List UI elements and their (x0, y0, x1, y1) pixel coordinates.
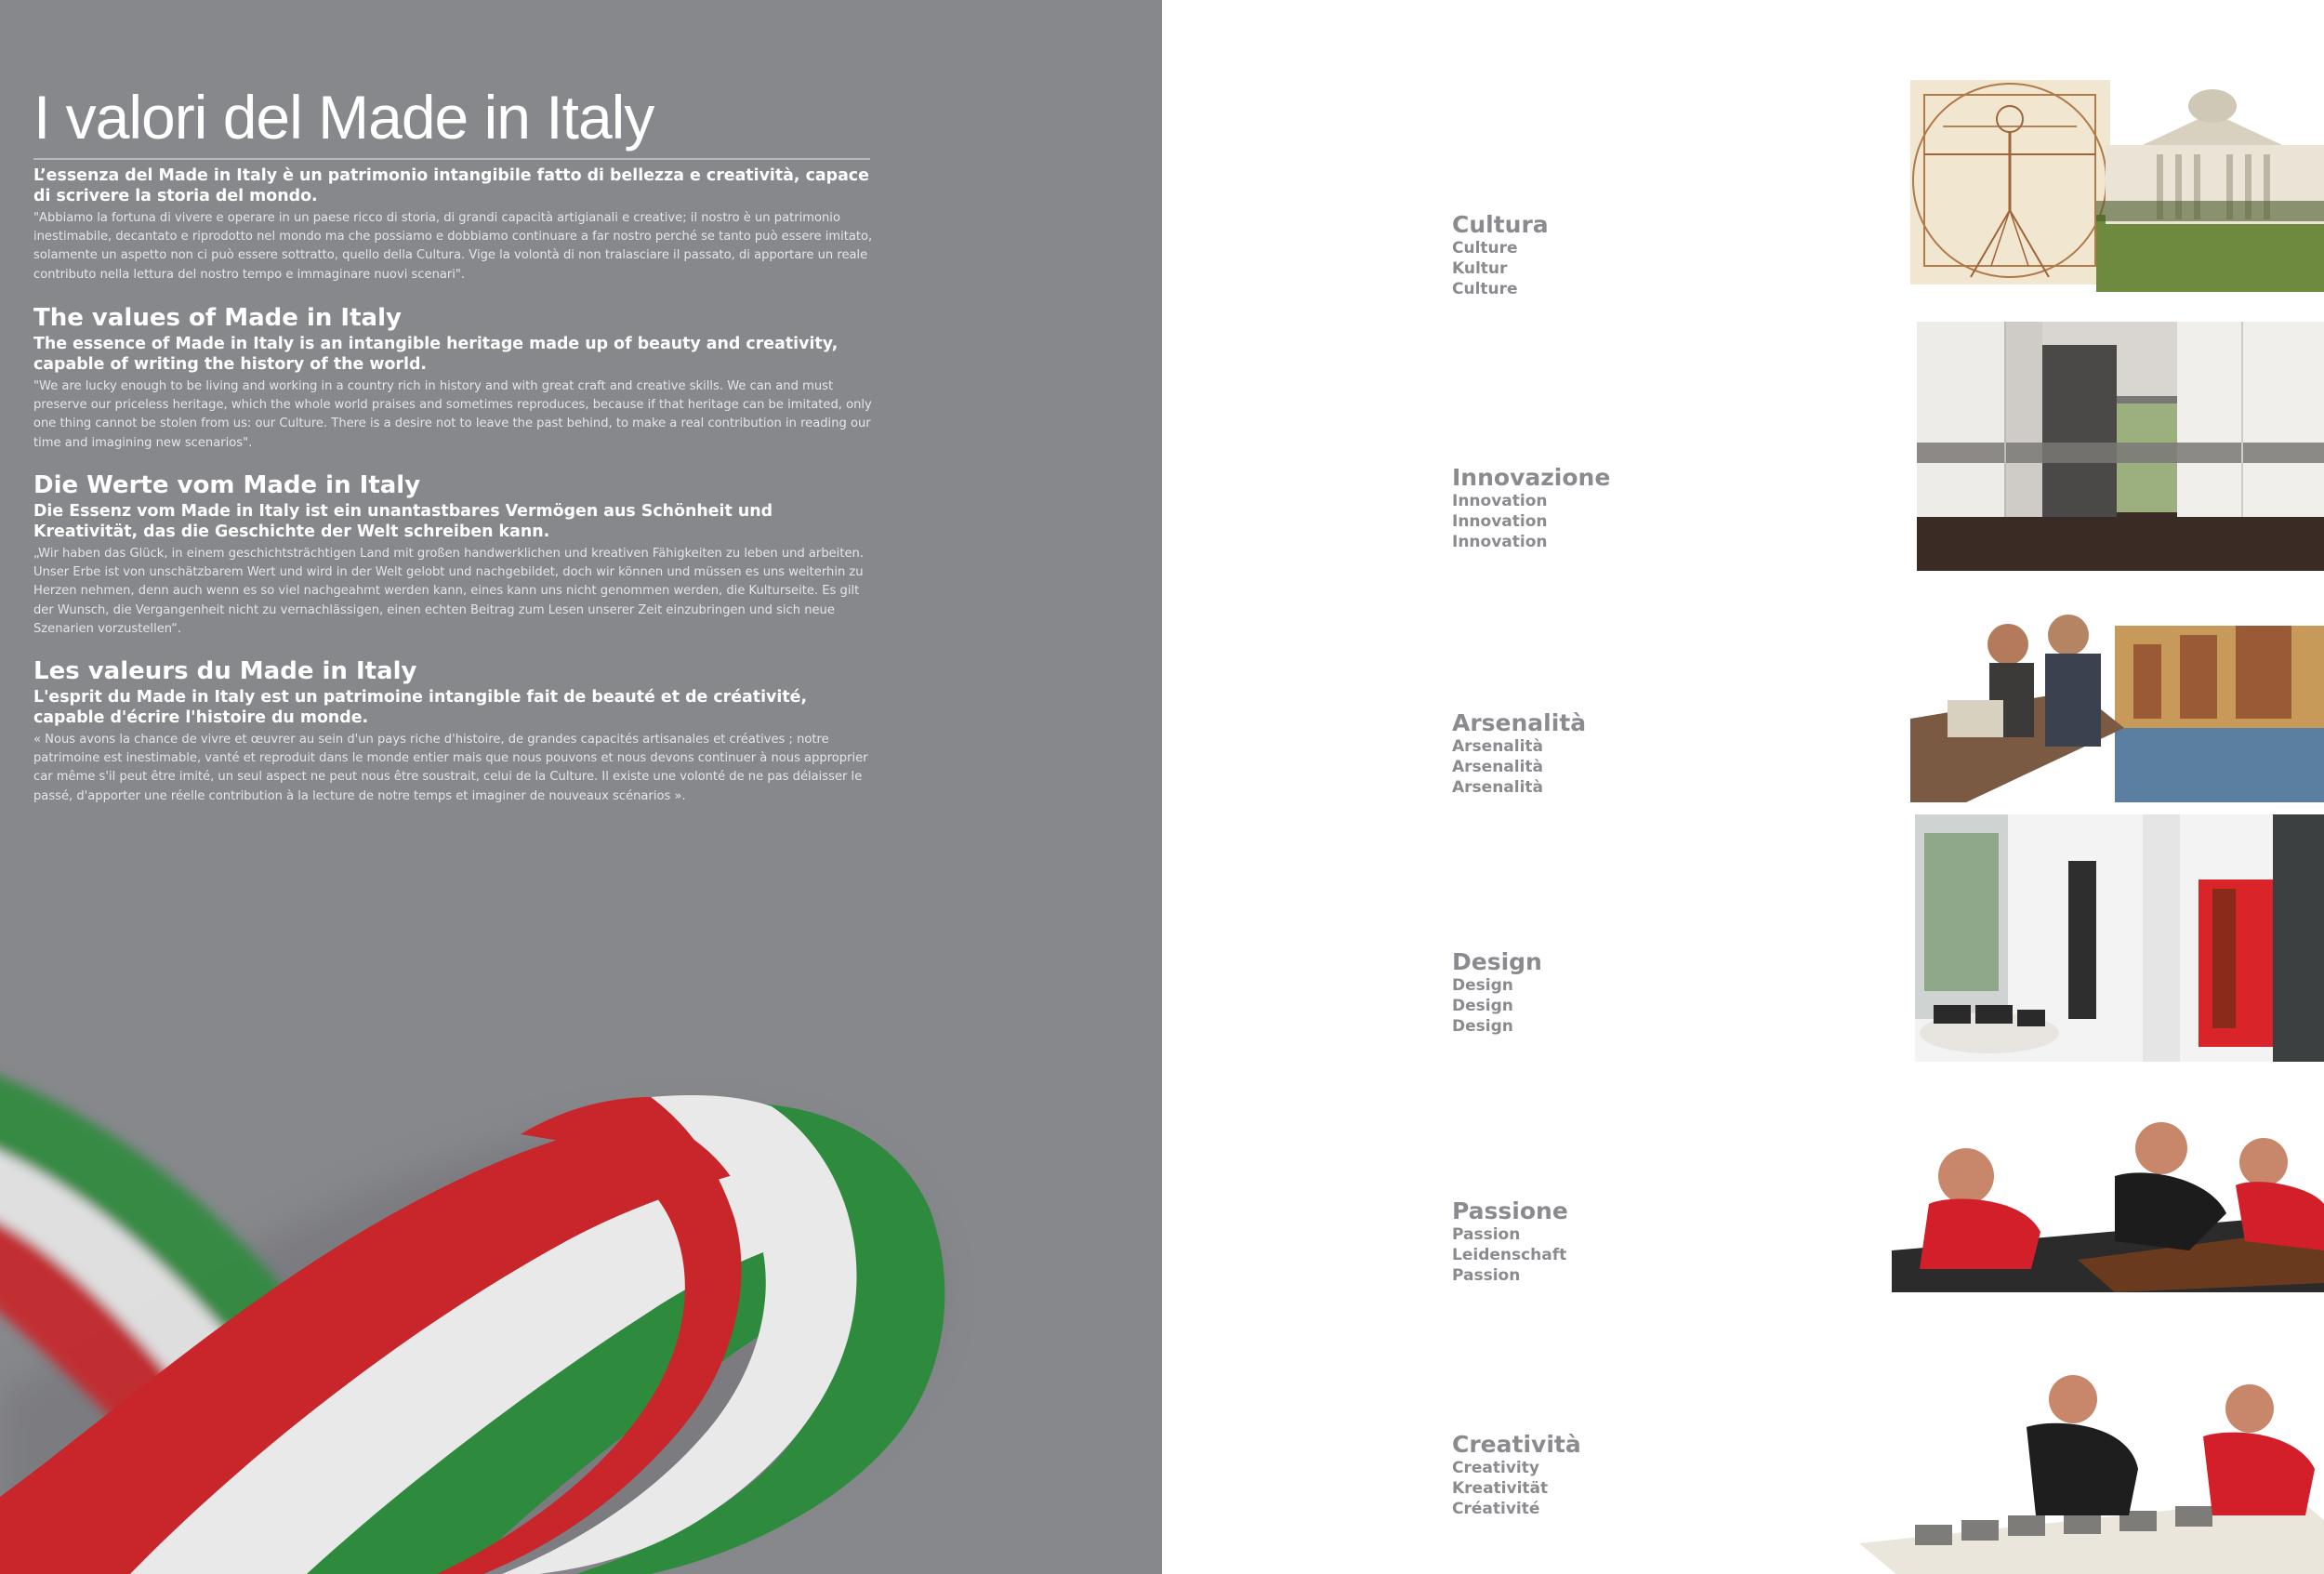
section-heading: Les valeurs du Made in Italy (33, 657, 417, 685)
value-translation: Passion (1452, 1266, 1521, 1285)
section-body: « Nous avons la chance de vivre et œuvrer au sein d'un pays riche d'histoire, de grandes capacités artisanales et créatives ; notre patrimoine est inestimable, vanté et reproduit dans le monde entier mais que nous pouvons et nous devons continuer à nous approprier car même s'il peut être imité, un seul aspect ne peut nous être soustrait, celui de la Culture. Il existe une volonté de ne pas délaisser le passé, d'apporter une réelle contribution à la lecture de notre temps et imaginer de nouveaux scénarios ». (33, 733, 868, 803)
value-title: Passione (1452, 1197, 1568, 1224)
value-title: Design (1452, 948, 1542, 975)
innovazione-photo (1917, 322, 2324, 571)
section-lead: L'esprit du Made in Italy est un patrimoine intangible fait de beauté et de créativité, capable d'écrire l'histoire du monde. (33, 688, 808, 727)
section-french (33, 657, 875, 806)
section-lead: The essence of Made in Italy is an intangible heritage made up of beauty and creativity, capable of writing the history of the world. (33, 335, 838, 374)
page-title: I valori del Made in Italy (33, 83, 654, 152)
value-translation: Leidenschaft (1452, 1246, 1567, 1264)
value-translation: Kultur (1452, 259, 1508, 278)
value-title: Innovazione (1452, 464, 1611, 491)
value-translation: Créativité (1452, 1500, 1540, 1518)
section-heading: Die Werte vom Made in Italy (33, 471, 421, 499)
section-italian (33, 165, 875, 284)
section-lead: L’essenza del Made in Italy è un patrimonio intangibile fatto di bellezza e creatività, capace di scrivere la storia del mondo. (33, 166, 869, 205)
section-heading: The values of Made in Italy (33, 304, 402, 332)
value-translation: Kreativität (1452, 1479, 1549, 1498)
value-translation: Culture (1452, 239, 1518, 258)
value-translation: Arsenalità (1452, 758, 1544, 776)
value-passione (1452, 1198, 1568, 1286)
value-arsenalita (1452, 710, 1586, 798)
value-translation: Innovation (1452, 533, 1548, 551)
passione-photo (1892, 1111, 2324, 1292)
value-translation: Passion (1452, 1225, 1521, 1244)
value-title: Cultura (1452, 211, 1549, 238)
value-translation: Design (1452, 997, 1513, 1015)
arsenalita-photo (1910, 589, 2324, 802)
tricolor-ribbon-image (0, 1004, 1162, 1574)
title-divider (33, 158, 870, 160)
section-body: "We are lucky enough to be living and working in a country rich in history and with great craft and creative skills. We can and must preserve our priceless heritage, which the whole world praises and sometimes reproduces, because if that heritage can be imitated, only one thing cannot be stolen from us: our Culture. There is a desire not to leave the past behind, to make a real contribution in reading our time and imagining new scenarios". (33, 379, 872, 450)
value-translation: Culture (1452, 280, 1518, 298)
value-innovazione (1452, 465, 1610, 552)
value-cultura (1452, 212, 1549, 299)
section-body: „Wir haben das Glück, in einem geschichtsträchtigen Land mit großen handwerklichen und kreativen Fähigkeiten zu leben und arbeiten. Unser Erbe ist von unschätzbarem Wert und wird in der Welt gelobt und nachgebildet, doch wir können und müssen es uns weiterhin zu Herzen nehmen, denn auch wenn es so viel nachgeahmt werden kann, eines kann uns nicht genommen werden, die Kulturseite. Es gilt der Wunsch, die Vergangenheit nicht zu vernachlässigen, einen echten Beitrag zum Lesen unserer Zeit einzubringen und sich neue Szenarien vorzustellen“. (33, 547, 864, 636)
section-lead: Die Essenz vom Made in Italy ist ein unantastbares Vermögen aus Schönheit und Kreativität, das die Geschichte der Welt schreiben kann. (33, 502, 773, 541)
value-translation: Design (1452, 976, 1513, 995)
section-german (33, 471, 875, 639)
section-body: "Abbiamo la fortuna di vivere e operare in un paese ricco di storia, di grandi capacità artigianali e creative; il nostro è un patrimonio inestimabile, decantato e riprodotto nel mondo ma che possiamo e dobbiamo continuare a far nostro perché se tanto può essere imitato, solamente un aspetto non ci può essere sottratto, quello della Cultura. Vige la volontà di non tralasciare il passato, di apportare un reale contributo nella lettura del nostro tempo e immaginare nuovi scenari". (33, 211, 873, 282)
value-translation: Innovation (1452, 512, 1548, 531)
value-translation: Creativity (1452, 1459, 1539, 1477)
value-title: Creatività (1452, 1431, 1581, 1458)
value-creativita (1452, 1432, 1581, 1519)
value-translation: Arsenalità (1452, 778, 1544, 797)
section-english (33, 304, 875, 453)
value-translation: Arsenalità (1452, 737, 1544, 756)
value-translation: Design (1452, 1017, 1513, 1036)
creativita-photo (1859, 1367, 2324, 1574)
value-design (1452, 949, 1542, 1037)
design-photo (1915, 814, 2324, 1062)
value-title: Arsenalità (1452, 709, 1587, 736)
cultura-photo (1906, 61, 2324, 292)
value-translation: Innovation (1452, 492, 1548, 510)
